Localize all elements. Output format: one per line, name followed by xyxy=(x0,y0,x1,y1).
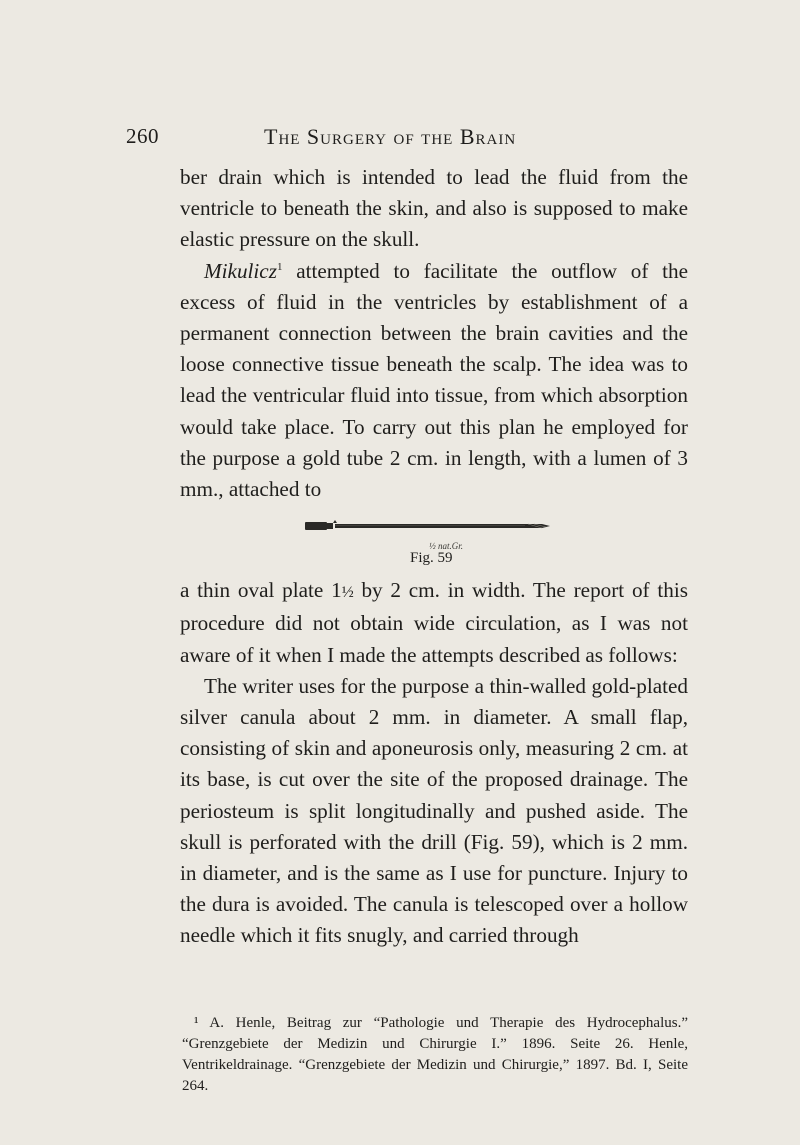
paragraph-3 xyxy=(180,575,688,671)
page-number: 260 xyxy=(126,124,159,148)
page-header xyxy=(126,124,686,154)
figure-59 xyxy=(180,517,688,569)
paragraph-4: The writer uses for the purpose a thin-walled gold-plated silver canula about 2 mm. in diameter. A small flap, consisting of skin and aponeurosis only, measuring 2 cm. at its base, is cut over the site of the proposed drainage. The periosteum is split longitudinally and pushed aside. The skull is perforated with the drill (Fig. 59), which is 2 mm. in diameter, and is the same as I use for puncture. Injury to the dura is avoided. The canula is telescoped over a hollow needle which it fits snugly, and carried through xyxy=(180,673,688,948)
paragraph-3-text-b: by 2 cm. in width. The report of this procedure did not obtain wide circulation, as I was not aware of it when I made the attempts described as follows: xyxy=(180,578,688,667)
figure-caption: Fig. 59 xyxy=(410,550,453,567)
paragraph-2-text: attempted to facilitate the outflow of the excess of fluid in the ventricles by establishment of a permanent connection between the brain cavities and the loose connective tissue beneath the scalp. The idea was to lead the ventricular fluid into tissue, from which absorption would take place. To carry out this plan he employed for the purpose a gold tube 2 cm. in length, with a lumen of 3 mm., attached to xyxy=(180,258,688,502)
drill-illustration xyxy=(304,519,552,533)
fraction-half: ½ xyxy=(341,584,354,602)
paragraph-1: ber drain which is intended to lead the fluid from the ventricle to beneath the skin, and also is supposed to make elastic pressure on the skull. xyxy=(180,165,688,252)
author-name-mikulicz: Mikulicz xyxy=(204,258,277,283)
body-text xyxy=(180,162,688,952)
paragraph-2 xyxy=(180,256,688,506)
footnotes xyxy=(182,1013,688,1097)
paragraph-3-text-a: a thin oval plate 1 xyxy=(180,578,342,603)
running-title: The Surgery of the Brain xyxy=(264,124,517,149)
footnote-ref: 1 xyxy=(276,260,283,273)
figure-annotation: ½ nat.Gr. xyxy=(429,541,464,552)
footnote-1: ¹ A. Henle, Beitrag zur “Pathologie und Therapie des Hydrocephalus.” “Grenzgebiete der Medizin und Chirurgie I.” 1896. Seite 26. Henle, Ventrikeldrainage. “Grenzgebiete der Medizin und Chirurgie,” 1897. Bd. I, Seite 264. xyxy=(182,1015,688,1094)
